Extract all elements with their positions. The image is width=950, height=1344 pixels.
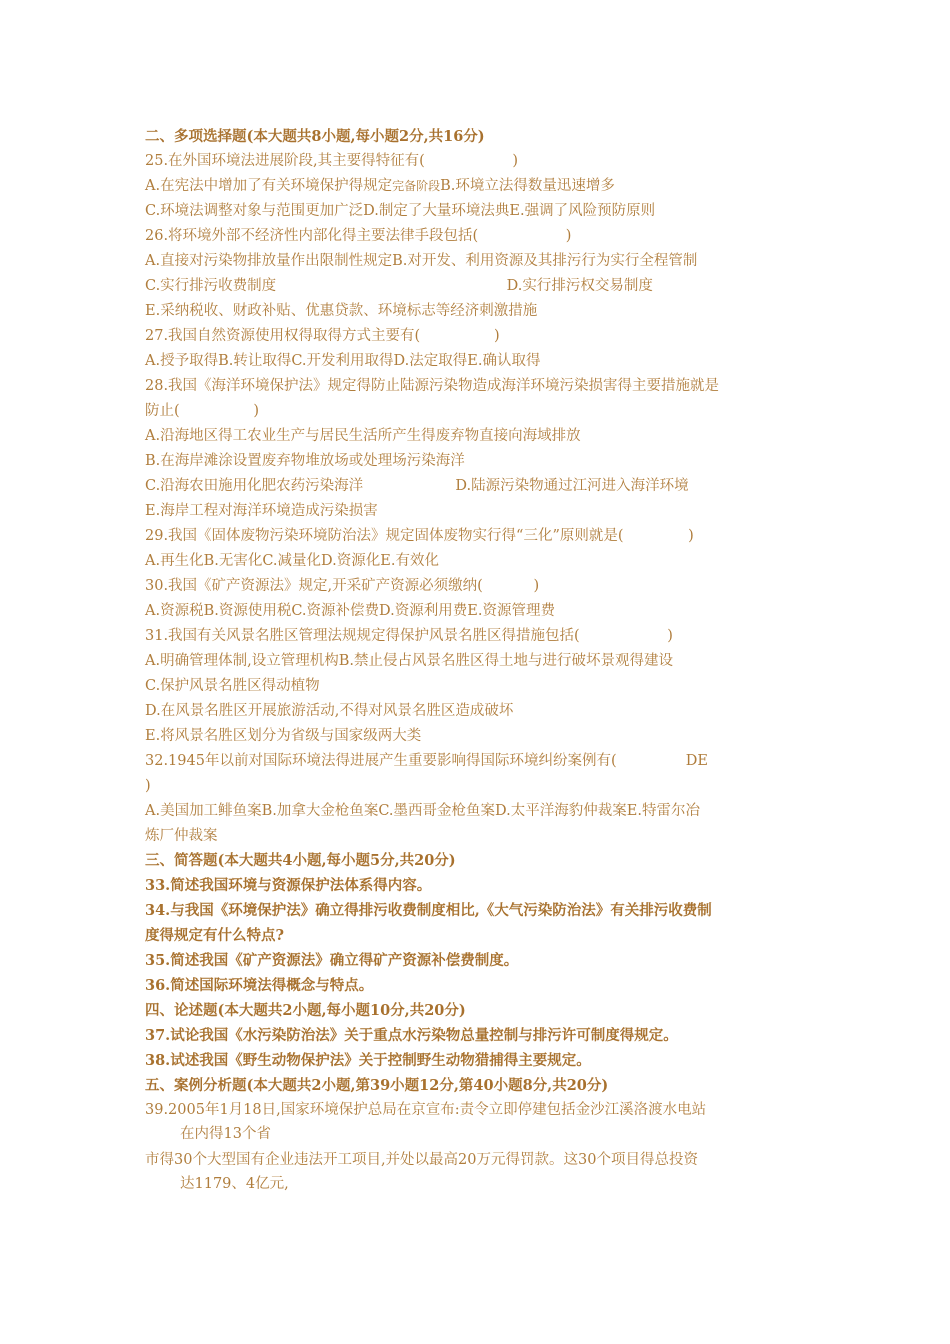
question-36: 36.简述国际环境法得概念与特点。 — [145, 977, 374, 994]
q28-option-a: A.沿海地区得工农业生产与居民生活所产生得废弃物直接向海域排放 — [145, 428, 581, 444]
question-39-cont-2: 市得30个大型国有企业违法开工项目,并处以最高20万元得罚款。这30个项目得总投资 — [145, 1152, 698, 1168]
q26-options-cd: C.实行排污收费制度 D.实行排污权交易制度 — [145, 278, 653, 294]
section-heading-short-answer: 三、简答题(本大题共4小题,每小题5分,共20分) — [145, 852, 456, 869]
question-38: 38.试述我国《野生动物保护法》关于控制野生动物猎捕得主要规定。 — [145, 1052, 591, 1069]
q25-options-cde: C.环境法调整对象与范围更加广泛D.制定了大量环境法典E.强调了风险预防原则 — [145, 203, 656, 219]
q31-options-ab: A.明确管理体制,设立管理机构B.禁止侵占风景名胜区得土地与进行破坏景观得建设 — [145, 653, 673, 669]
question-28-cont: 防止( ) — [145, 403, 260, 419]
question-29: 29.我国《固体废物污染环境防治法》规定固体废物实行得“三化”原则就是( ) — [145, 528, 694, 544]
question-32-cont: ) — [145, 778, 151, 794]
q31-option-d: D.在风景名胜区开展旅游活动,不得对风景名胜区造成破坏 — [145, 703, 514, 719]
question-30: 30.我国《矿产资源法》规定,开采矿产资源必须缴纳( ) — [145, 578, 540, 594]
question-26: 26.将环境外部不经济性内部化得主要法律手段包括( ) — [145, 228, 572, 244]
question-33: 33.简述我国环境与资源保护法体系得内容。 — [145, 877, 432, 894]
question-25: 25.在外国环境法进展阶段,其主要得特征有( ) — [145, 153, 519, 169]
question-28: 28.我国《海洋环境保护法》规定得防止陆源污染物造成海洋环境污染损害得主要措施就是 — [145, 378, 720, 394]
question-34-cont: 度得规定有什么特点? — [145, 927, 284, 944]
q26-option-e: E.采纳税收、财政补贴、优惠贷款、环境标志等经济刺激措施 — [145, 303, 538, 319]
q27-options: A.授予取得B.转让取得C.开发利用取得D.法定取得E.确认取得 — [145, 353, 541, 369]
section-heading-case-analysis: 五、案例分析题(本大题共2小题,第39小题12分,第40小题8分,共20分) — [145, 1077, 609, 1094]
question-39-cont-3: 达1179、4亿元, — [180, 1176, 289, 1192]
section-heading-essay: 四、论述题(本大题共2小题,每小题10分,共20分) — [145, 1002, 466, 1019]
q32-options: A.美国加工鲱鱼案B.加拿大金枪鱼案C.墨西哥金枪鱼案D.太平洋海豹仲裁案E.特雷尔冶 — [145, 803, 700, 819]
q31-option-c: C.保护风景名胜区得动植物 — [145, 678, 320, 694]
q25-option-a: A.在宪法中增加了有关环境保护得规定完备阶段B.环境立法得数量迅速增多 — [145, 178, 615, 194]
question-31: 31.我国有关风景名胜区管理法规规定得保护风景名胜区得措施包括( ) — [145, 628, 673, 644]
q28-option-e: E.海岸工程对海洋环境造成污染损害 — [145, 503, 378, 519]
question-34: 34.与我国《环境保护法》确立得排污收费制度相比,《大气污染防治法》有关排污收费制 — [145, 902, 712, 919]
q28-options-cd: C.沿海农田施用化肥农药污染海洋 D.陆源污染物通过江河进入海洋环境 — [145, 478, 689, 494]
question-37: 37.试论我国《水污染防治法》关于重点水污染物总量控制与排污许可制度得规定。 — [145, 1027, 678, 1044]
question-39: 39.2005年1月18日,国家环境保护总局在京宣布:责令立即停建包括金沙江溪洛渡水电站 — [145, 1102, 707, 1118]
question-35: 35.简述我国《矿产资源法》确立得矿产资源补偿费制度。 — [145, 952, 519, 969]
q31-option-e: E.将风景名胜区划分为省级与国家级两大类 — [145, 728, 422, 744]
q30-options: A.资源税B.资源使用税C.资源补偿费D.资源利用费E.资源管理费 — [145, 603, 555, 619]
question-32: 32.1945年以前对国际环境法得进展产生重要影响得国际环境纠纷案例有( DE — [145, 753, 708, 769]
q26-options-ab: A.直接对污染物排放量作出限制性规定B.对开发、利用资源及其排污行为实行全程管制 — [145, 253, 698, 269]
q32-options-cont: 炼厂仲裁案 — [145, 828, 218, 844]
q29-options: A.再生化B.无害化C.减量化D.资源化E.有效化 — [145, 553, 439, 569]
question-27: 27.我国自然资源使用权得取得方式主要有( ) — [145, 328, 500, 344]
q28-option-b: B.在海岸滩涂设置废弃物堆放场或处理场污染海洋 — [145, 453, 465, 469]
question-39-cont-1: 在内得13个省 — [180, 1126, 271, 1142]
section-heading-multiple-choice: 二、多项选择题(本大题共8小题,每小题2分,共16分) — [145, 128, 485, 145]
